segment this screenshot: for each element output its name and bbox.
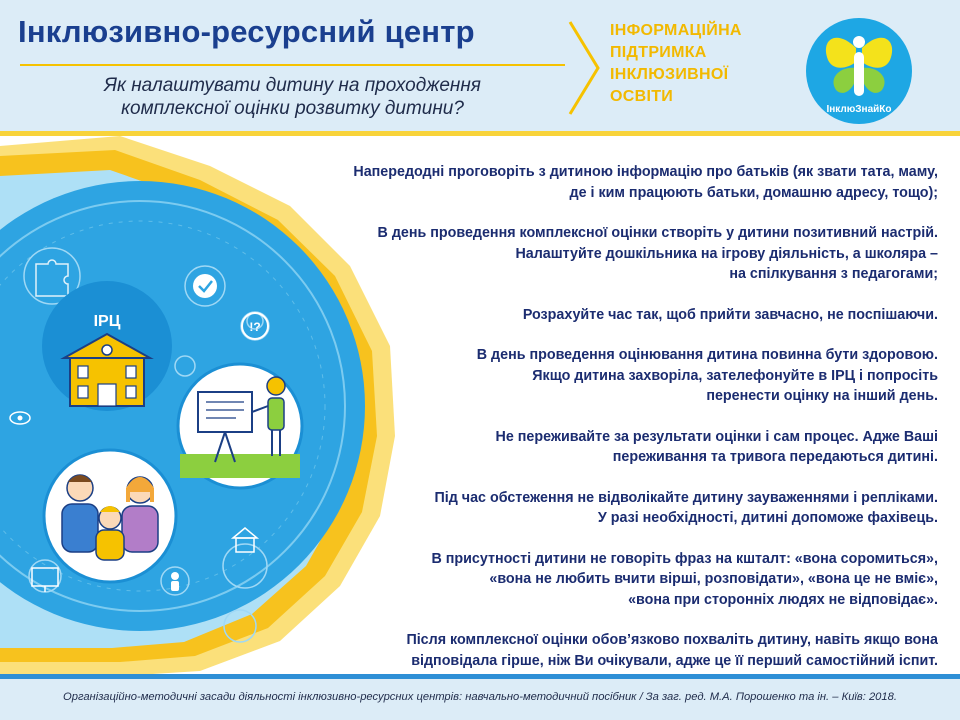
family-icon	[44, 450, 176, 582]
logo-text: ІнклюЗнайКо	[826, 104, 892, 115]
page-subtitle	[20, 74, 565, 120]
subtitle-line-1: Як налаштувати дитину на проходження	[104, 75, 481, 96]
child-icon	[171, 572, 179, 591]
tip-item: Не переживайте за результати оцінки і сам процес. Адже Ваші переживання та тривога передаються дитині.	[495, 428, 938, 465]
header	[0, 0, 960, 136]
tip-item: Напередодні проговоріть з дитиною інформацію про батьків (як звати тата, маму, де і ким працюють батьки, домашню адресу, тощо);	[353, 164, 938, 201]
teacher-board-icon	[178, 364, 302, 488]
school-icon	[42, 281, 172, 411]
info-line: ІНФОРМАЦІЙНА	[610, 22, 742, 39]
title-underline	[20, 64, 565, 66]
page-title: Інклюзивно-ресурсний центр	[18, 14, 475, 49]
tip-item: В день проведення оцінювання дитина повинна бути здоровою. Якщо дитина захворіла, зателефонуйте в ІРЦ і попросіть перенести оцінку на інший день.	[476, 347, 938, 404]
info-support-label	[610, 20, 790, 108]
subtitle-line-2: комплексної оцінки розвитку дитини?	[121, 98, 464, 119]
info-line: ОСВІТИ	[610, 88, 674, 105]
question-label: !?	[249, 320, 261, 334]
chevron-right-icon	[566, 18, 606, 118]
checkmark-icon	[193, 274, 217, 298]
school-label: ІРЦ	[93, 313, 121, 330]
tips-list	[318, 162, 938, 691]
tip-item: Розрахуйте час так, щоб прийти завчасно, не поспішаючи.	[522, 306, 938, 323]
tip-item: В день проведення комплексної оцінки створіть у дитини позитивний настрій. Налаштуйте дошкільника на ігрову діяльність, а школяра – на спілкування з педагогами;	[377, 225, 938, 282]
info-line: ПІДТРИМКА	[610, 44, 707, 61]
tip-item: Після комплексної оцінки обов’язково похваліть дитину, навіть якщо вона відповідала гірше, ніж Ви очікували, адже це її перший самостійний іспит.	[406, 632, 938, 669]
footer-citation: Організаційно-методичні засади діяльності інклюзивно-ресурсних центрів: навчально-методичний посібник / За заг. ред. М.А. Порошенко та ін. – Київ: 2018.	[63, 691, 897, 703]
tip-item: В присутності дитини не говоріть фраз на кшталт: «вона соромиться», «вона не любить вчити вірші, розповідати», «вона це не вміє», «вона при сторонніх людях не відповідає».	[431, 550, 938, 608]
footer	[0, 679, 960, 720]
tip-item: Під час обстеження не відволікайте дитину зауваженнями і репліками. У разі необхідності, дитині допоможе фахівець.	[434, 489, 938, 526]
info-line: ІНКЛЮЗИВНОЇ	[610, 66, 729, 83]
inkluznayko-logo	[806, 18, 912, 124]
